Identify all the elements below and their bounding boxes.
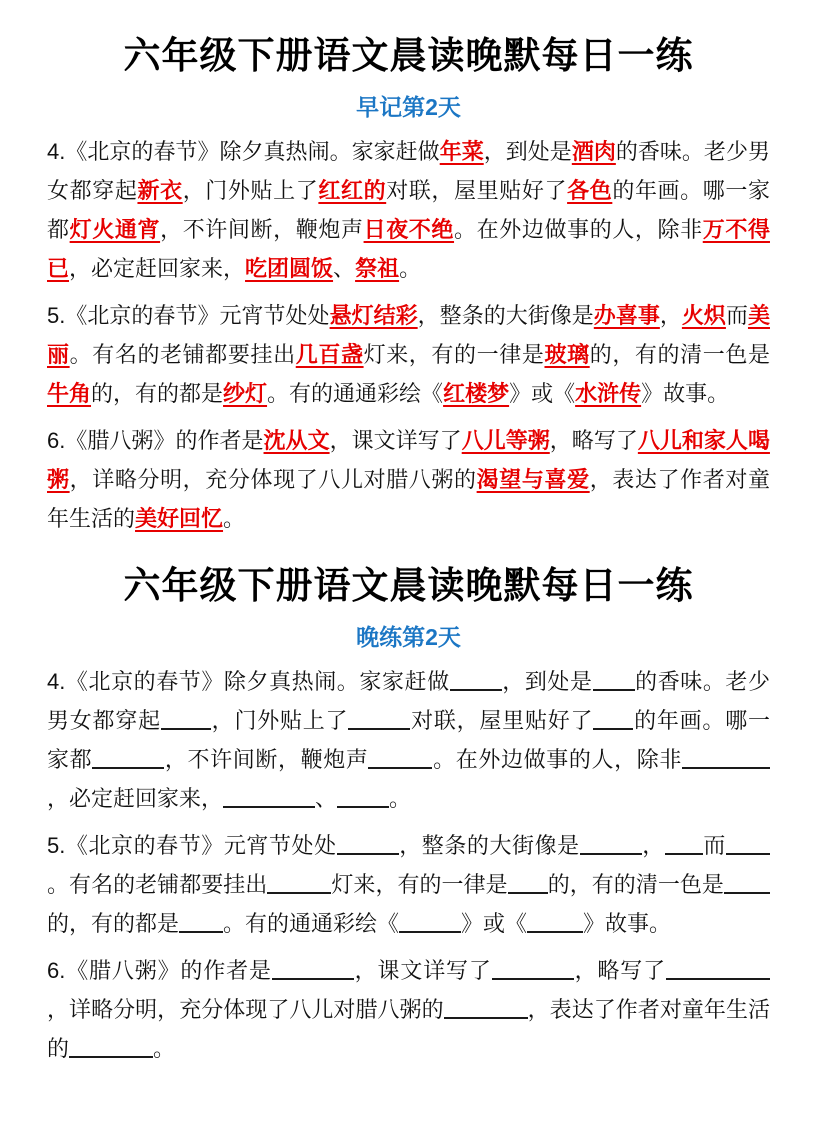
fill-in-blank — [368, 745, 432, 769]
answer-text: 各色 — [567, 177, 613, 203]
fill-in-blank — [399, 909, 461, 933]
body-text: 的香味。老少男女都穿起 — [47, 668, 770, 733]
fill-in-blank — [580, 831, 642, 855]
body-text: 。有名的老铺都要挂出 — [47, 871, 268, 897]
fill-in-blank — [665, 831, 703, 855]
fill-in-blank — [726, 831, 770, 855]
body-text: 。有名的老铺都要挂出 — [69, 341, 296, 367]
answer-text: 新衣 — [137, 177, 183, 203]
body-text: 4.《北京的春节》除夕真热闹。家家赶做 — [47, 138, 440, 164]
body-text: 。在外边做事的人，除非 — [454, 216, 703, 242]
body-text: 、 — [315, 785, 338, 811]
body-text: 6.《腊八粥》的作者是 — [47, 427, 264, 453]
body-text: 》故事。 — [641, 380, 730, 406]
paragraph — [47, 951, 770, 1068]
section-evening — [47, 564, 770, 1068]
page-title: 六年级下册语文晨读晚默每日一练 — [123, 36, 694, 77]
fill-in-blank — [179, 909, 223, 933]
paragraph — [47, 296, 770, 413]
fill-in-blank — [272, 956, 354, 980]
paragraph — [47, 132, 770, 288]
answer-text: 办喜事 — [593, 302, 660, 328]
body-text: 的年画。哪一家都 — [47, 177, 770, 242]
body-text: ，略写了 — [573, 957, 666, 983]
answer-text: 年菜 — [439, 138, 484, 164]
body-text: ，整条的大街像是 — [398, 832, 580, 858]
body-text: 的，有的清一色是 — [589, 341, 770, 367]
fill-in-blank — [223, 784, 315, 808]
fill-in-blank — [161, 706, 211, 730]
page-title: 六年级下册语文晨读晚默每日一练 — [123, 565, 694, 607]
body-text: ，必定赶回家来， — [69, 255, 246, 281]
answer-text: 红红的 — [318, 177, 387, 203]
body-text: 。有的通通彩绘《 — [267, 380, 444, 406]
body-text: 灯来，有的一律是 — [363, 341, 545, 367]
body-text: ，略写了 — [549, 427, 638, 453]
section-subtitle-morning: 早记第2天 — [356, 94, 461, 121]
body-text: 的年画。哪一家都 — [47, 707, 770, 772]
body-text: ，表达了作者对童年生活的 — [47, 996, 770, 1061]
body-text: ，门外贴上了 — [210, 707, 349, 733]
answer-text: 日夜不绝 — [363, 216, 455, 242]
answer-text: 灯火通宵 — [69, 216, 161, 242]
body-text: 的香味。老少男女都穿起 — [47, 138, 770, 203]
body-text: 而 — [702, 832, 726, 858]
body-text: 对联，屋里贴好了 — [410, 707, 594, 733]
fill-in-blank — [724, 870, 770, 894]
fill-in-blank — [492, 956, 574, 980]
paragraph — [47, 421, 770, 538]
answer-text: 红楼梦 — [443, 380, 510, 406]
body-text: 灯来，有的一律是 — [331, 871, 508, 897]
section-morning — [47, 34, 770, 538]
answer-text: 牛角 — [47, 380, 92, 406]
fill-in-blank — [348, 706, 410, 730]
answer-text: 悬灯结彩 — [329, 302, 418, 328]
body-text: ，详略分明，充分体现了八儿对腊八粥的 — [69, 466, 477, 492]
paragraph-list-evening — [47, 662, 770, 1068]
body-text: ，门外贴上了 — [182, 177, 319, 203]
answer-text: 火炽 — [681, 302, 726, 328]
body-text: ， — [659, 302, 682, 328]
body-text: 、 — [333, 255, 356, 281]
answer-text: 祭祖 — [355, 255, 400, 281]
answer-text: 吃团圆饭 — [245, 255, 334, 281]
fill-in-blank — [593, 706, 633, 730]
fill-in-blank — [593, 667, 635, 691]
answer-text: 万不得已 — [47, 216, 770, 281]
body-text: ，表达了作者对童年生活的 — [47, 466, 770, 531]
body-text: ，整条的大街像是 — [417, 302, 594, 328]
fill-in-blank — [508, 870, 548, 894]
body-text: 。在外边做事的人，除非 — [432, 746, 682, 772]
body-text: 》故事。 — [583, 910, 672, 936]
body-text: 的，有的都是 — [91, 380, 224, 406]
answer-text: 玻璃 — [544, 341, 590, 367]
body-text: 。 — [399, 255, 422, 281]
body-text: 5.《北京的春节》元宵节处处 — [47, 832, 337, 858]
body-text: 》或《 — [461, 910, 528, 936]
body-text: 4.《北京的春节》除夕真热闹。家家赶做 — [47, 668, 450, 694]
body-text: 的，有的都是 — [47, 910, 180, 936]
fill-in-blank — [337, 784, 389, 808]
answer-text: 八儿和家人喝粥 — [47, 427, 770, 492]
body-text: ，不许间断，鞭炮声 — [160, 216, 364, 242]
paragraph — [47, 662, 770, 818]
answer-text: 几百盏 — [295, 341, 364, 367]
body-text: 的，有的清一色是 — [547, 871, 724, 897]
answer-text: 美好回忆 — [135, 505, 224, 531]
fill-in-blank — [666, 956, 770, 980]
answer-text: 八儿等粥 — [461, 427, 550, 453]
fill-in-blank — [527, 909, 583, 933]
section-subtitle-evening: 晚练第2天 — [356, 624, 461, 651]
body-text: ，必定赶回家来， — [47, 785, 224, 811]
fill-in-blank — [69, 1034, 153, 1058]
body-text: 。有的通通彩绘《 — [223, 910, 400, 936]
body-text: 。 — [389, 785, 412, 811]
paragraph — [47, 826, 770, 943]
fill-in-blank — [337, 831, 399, 855]
fill-in-blank — [444, 995, 528, 1019]
answer-text: 渴望与喜爱 — [476, 466, 590, 492]
body-text: 》或《 — [509, 380, 576, 406]
body-text: 对联，屋里贴好了 — [386, 177, 568, 203]
fill-in-blank — [682, 745, 770, 769]
body-text: ，到处是 — [483, 138, 572, 164]
body-text: ， — [641, 832, 665, 858]
answer-text: 水浒传 — [575, 380, 642, 406]
body-text: 。 — [153, 1035, 176, 1061]
body-text: 而 — [725, 302, 748, 328]
body-text: ，课文详写了 — [353, 957, 492, 983]
answer-text: 酒肉 — [571, 138, 616, 164]
fill-in-blank — [267, 870, 331, 894]
body-text: ，到处是 — [501, 668, 593, 694]
paragraph-list-morning — [47, 132, 770, 538]
body-text: ，课文详写了 — [329, 427, 462, 453]
fill-in-blank — [92, 745, 164, 769]
body-text: 6.《腊八粥》的作者是 — [47, 957, 272, 983]
fill-in-blank — [450, 667, 502, 691]
body-text: 。 — [223, 505, 246, 531]
body-text: ，详略分明，充分体现了八儿对腊八粥的 — [47, 996, 444, 1022]
body-text: ，不许间断，鞭炮声 — [164, 746, 369, 772]
answer-text: 美丽 — [47, 302, 770, 367]
answer-text: 沈从文 — [263, 427, 330, 453]
answer-text: 纱灯 — [223, 380, 268, 406]
body-text: 5.《北京的春节》元宵节处处 — [47, 302, 330, 328]
